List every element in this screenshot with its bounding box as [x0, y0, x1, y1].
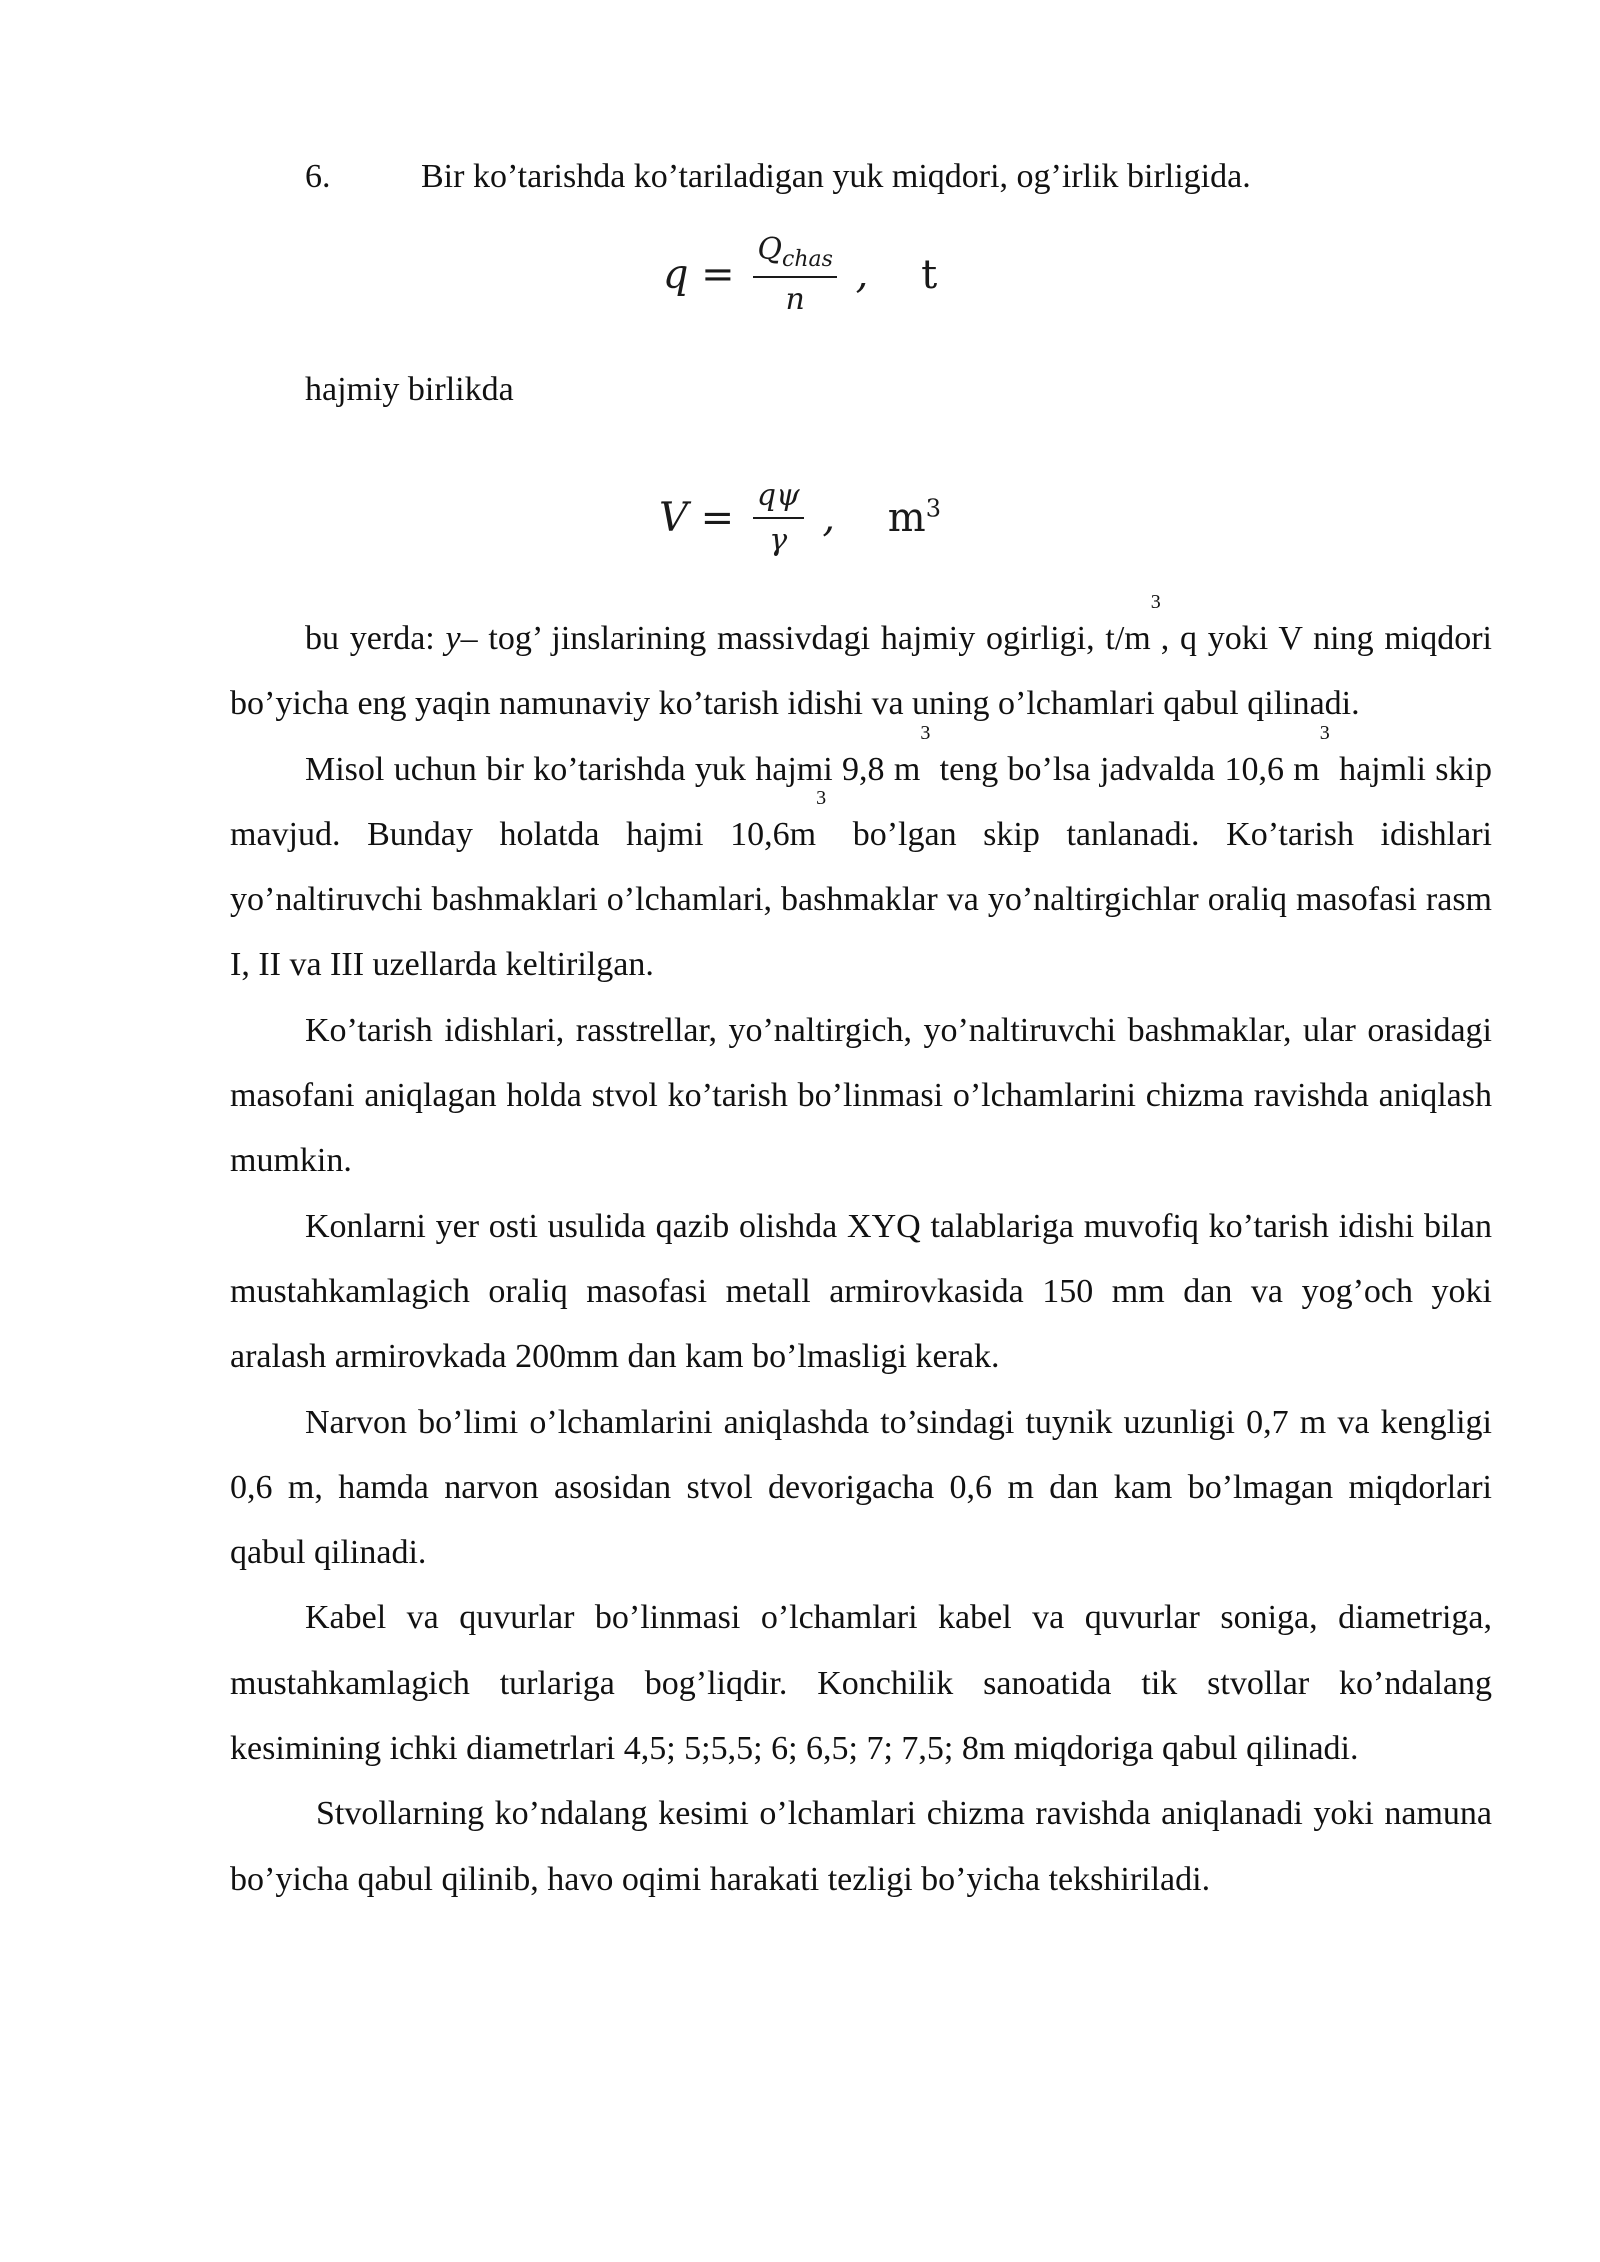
paragraph-5: Narvon bo’limi o’lchamlarini aniqlashda to’sindagi tuynik uzunligi 0,7 m va kengligi 0,6 m, hamda narvon asosidan stvol devorigacha 0,6 m dan kam bo’lmagan miqdorlari qabul qilinadi. [230, 1403, 1492, 1572]
formula2-comma: , [822, 495, 836, 541]
formula2-fraction [753, 478, 804, 558]
p2-sup-1: 3 [920, 721, 931, 744]
formula1-fraction [753, 232, 837, 317]
numbered-item-6 [305, 155, 1251, 199]
p1-text-a: bu yerda: [305, 620, 446, 657]
p2-text-c: hajmli skip mavjud. Bunday holatda hajmi 10,6m [230, 750, 1492, 853]
paragraph-1 [230, 591, 1493, 737]
paragraph-4: Konlarni yer osti usulida qazib olishda XYQ talablariga muvofiq ko’tarish idishi bilan mustahkamlagich oraliq masofasi metall armirovkasida 150 mm dan va yog’och yoki aralash armirovkada 200mm dan kam bo’lmasligi kerak. [230, 1207, 1492, 1376]
formula2-unit-sup: 3 [925, 494, 941, 523]
paragraph-3: Ko’tarish idishlari, rasstrellar, yo’naltirgich, yo’naltiruvchi bashmaklar, ular orasidagi masofani aniqlagan holda stvol ko’tarish bo’linmasi o’lchamlarini chizma ravishda aniqlash mumkin. [230, 1011, 1492, 1180]
p2-text-b: teng bo’lsa jadvalda 10,6 m [930, 750, 1320, 788]
formula2-denominator: γ [769, 523, 788, 558]
body-text [230, 591, 1493, 1912]
item-number: 6. [305, 158, 331, 195]
p1-symbol: y [445, 620, 461, 657]
formula-weight [0, 232, 1600, 317]
formula1-lhs: q [662, 251, 689, 298]
p2-sup-3: 3 [816, 786, 827, 809]
formula2-unit [888, 495, 941, 541]
paragraph-6: Kabel va quvurlar bo’linmasi o’lchamlari kabel va quvurlar soniga, diametriga, mustahkamlagich turlariga bog’liqdir. Konchilik sanoatida tik stvollar ko’ndalang kesimining ichki diametrlari 4,5; 5;5,5; 6; 6,5; 7; 7,5; 8m miqdoriga qabul qilinadi. [230, 1599, 1492, 1768]
p2-sup-2: 3 [1319, 721, 1330, 744]
formula1-eq: = [701, 251, 735, 298]
p2-text-a: Misol uchun bir ko’tarishda yuk hajmi 9,8 m [305, 750, 921, 788]
formula1-numerator [753, 232, 837, 278]
p1-text-c: – tog’ jinslarining massivdagi hajmiy ogirligi, t/m [460, 620, 1151, 657]
formula2-numerator: qψ [753, 478, 804, 519]
formula-volume [0, 478, 1600, 558]
lead-text: hajmiy birlikda [305, 371, 514, 408]
formula1-unit: t [921, 251, 938, 298]
formula1-denominator: n [785, 282, 805, 317]
p1-text-d: , q yoki V ning miqdori bo’yicha eng yaqin namunaviy ko’tarish idishi va uning o’lchamlari qabul qilinadi. [230, 620, 1493, 723]
formula1-numerator-sub: chas [782, 247, 833, 272]
formula1-comma: , [855, 251, 869, 298]
formula2-lhs: V [659, 495, 688, 541]
p2-text-d: bo’lgan skip tanlanadi. Ko’tarish idishlari yo’naltiruvchi bashmaklari o’lchamlari, bashmaklar va yo’naltirgichlar oraliq masofasi rasm I, II va III uzellarda keltirilgan. [230, 815, 1492, 984]
item-text: Bir ko’tarishda ko’tariladigan yuk miqdori, og’irlik birligida. [421, 158, 1251, 195]
p1-sup: 3 [1150, 591, 1161, 613]
paragraph-7: Stvollarning ko’ndalang kesimi o’lchamlari chizma ravishda aniqlanadi yoki namuna bo’yicha qabul qilinib, havo oqimi harakati tezligi bo’yicha tekshiriladi. [230, 1795, 1492, 1898]
formula2-eq: = [700, 495, 735, 541]
formula2-unit-base: m [887, 495, 926, 542]
paragraph-2 [230, 721, 1492, 998]
formula1-numerator-main: Q [757, 232, 783, 267]
